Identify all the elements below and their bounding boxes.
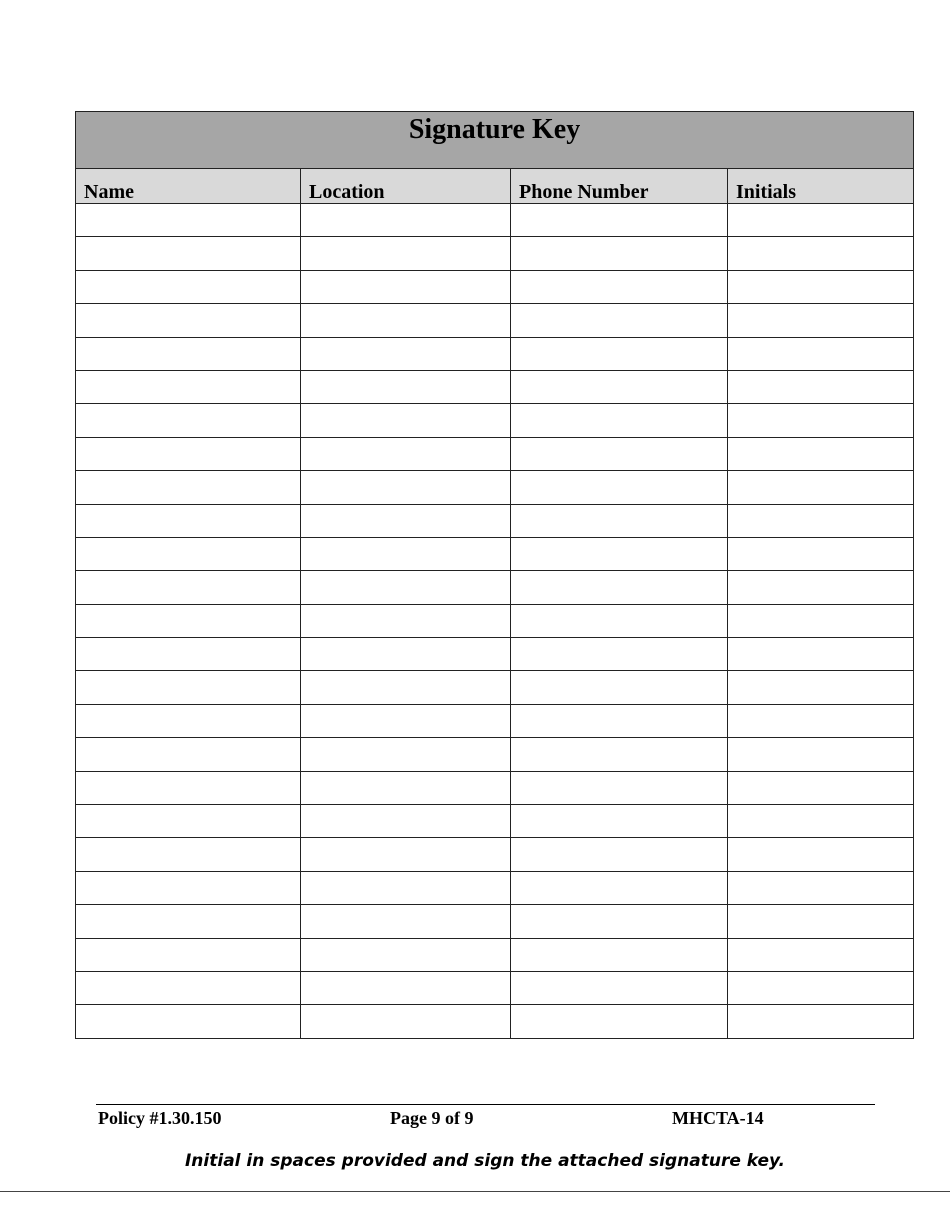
name-entry-cell[interactable]	[76, 704, 301, 737]
phone-number-entry-cell[interactable]	[511, 537, 728, 570]
table-row	[76, 204, 914, 237]
name-entry-cell[interactable]	[76, 638, 301, 671]
name-entry-cell[interactable]	[76, 571, 301, 604]
name-entry-cell[interactable]	[76, 204, 301, 237]
initials-entry-cell[interactable]	[728, 304, 914, 337]
phone-number-entry-cell[interactable]	[511, 771, 728, 804]
phone-number-entry-cell[interactable]	[511, 1005, 728, 1038]
location-entry-cell[interactable]	[301, 604, 511, 637]
location-entry-cell[interactable]	[301, 337, 511, 370]
initials-entry-cell[interactable]	[728, 471, 914, 504]
phone-number-entry-cell[interactable]	[511, 838, 728, 871]
initials-entry-cell[interactable]	[728, 437, 914, 470]
name-entry-cell[interactable]	[76, 838, 301, 871]
phone-number-entry-cell[interactable]	[511, 471, 728, 504]
table-title: Signature Key	[76, 112, 914, 169]
location-entry-cell[interactable]	[301, 771, 511, 804]
table-row	[76, 771, 914, 804]
table-row	[76, 437, 914, 470]
name-entry-cell[interactable]	[76, 671, 301, 704]
initials-entry-cell[interactable]	[728, 638, 914, 671]
table-row	[76, 471, 914, 504]
name-entry-cell[interactable]	[76, 537, 301, 570]
phone-number-entry-cell[interactable]	[511, 604, 728, 637]
location-entry-cell[interactable]	[301, 805, 511, 838]
initials-entry-cell[interactable]	[728, 270, 914, 303]
initials-entry-cell[interactable]	[728, 571, 914, 604]
initials-entry-cell[interactable]	[728, 704, 914, 737]
phone-number-entry-cell[interactable]	[511, 671, 728, 704]
location-entry-cell[interactable]	[301, 370, 511, 403]
name-entry-cell[interactable]	[76, 971, 301, 1004]
phone-number-entry-cell[interactable]	[511, 971, 728, 1004]
column-header-name: Name	[76, 169, 301, 204]
phone-number-entry-cell[interactable]	[511, 738, 728, 771]
location-entry-cell[interactable]	[301, 671, 511, 704]
name-entry-cell[interactable]	[76, 905, 301, 938]
table-row	[76, 871, 914, 904]
initials-entry-cell[interactable]	[728, 537, 914, 570]
name-entry-cell[interactable]	[76, 437, 301, 470]
table-row	[76, 905, 914, 938]
location-entry-cell[interactable]	[301, 1005, 511, 1038]
table-row	[76, 1005, 914, 1038]
phone-number-entry-cell[interactable]	[511, 905, 728, 938]
table-row	[76, 337, 914, 370]
phone-number-entry-cell[interactable]	[511, 370, 728, 403]
phone-number-entry-cell[interactable]	[511, 270, 728, 303]
footer-divider	[96, 1104, 875, 1105]
table-row	[76, 838, 914, 871]
location-entry-cell[interactable]	[301, 704, 511, 737]
initials-entry-cell[interactable]	[728, 738, 914, 771]
table-row	[76, 638, 914, 671]
location-entry-cell[interactable]	[301, 471, 511, 504]
initials-entry-cell[interactable]	[728, 1005, 914, 1038]
table-row	[76, 971, 914, 1004]
initials-entry-cell[interactable]	[728, 905, 914, 938]
location-entry-cell[interactable]	[301, 504, 511, 537]
phone-number-entry-cell[interactable]	[511, 504, 728, 537]
initials-entry-cell[interactable]	[728, 871, 914, 904]
name-entry-cell[interactable]	[76, 938, 301, 971]
footer-instruction: Initial in spaces provided and sign the attached signature key.	[184, 1151, 786, 1171]
table-row	[76, 604, 914, 637]
name-entry-cell[interactable]	[76, 337, 301, 370]
initials-entry-cell[interactable]	[728, 805, 914, 838]
policy-number: Policy #1.30.150	[98, 1108, 222, 1128]
table-row	[76, 571, 914, 604]
location-entry-cell[interactable]	[301, 838, 511, 871]
initials-entry-cell[interactable]	[728, 838, 914, 871]
phone-number-entry-cell[interactable]	[511, 638, 728, 671]
location-entry-cell[interactable]	[301, 638, 511, 671]
name-entry-cell[interactable]	[76, 871, 301, 904]
signature-key-table	[75, 111, 914, 1039]
name-entry-cell[interactable]	[76, 471, 301, 504]
location-entry-cell[interactable]	[301, 571, 511, 604]
location-entry-cell[interactable]	[301, 871, 511, 904]
signature-rows	[76, 204, 914, 1039]
table-row	[76, 537, 914, 570]
name-entry-cell[interactable]	[76, 805, 301, 838]
phone-number-entry-cell[interactable]	[511, 571, 728, 604]
location-entry-cell[interactable]	[301, 237, 511, 270]
initials-entry-cell[interactable]	[728, 404, 914, 437]
name-entry-cell[interactable]	[76, 738, 301, 771]
table-row	[76, 704, 914, 737]
table-row	[76, 805, 914, 838]
name-entry-cell[interactable]	[76, 270, 301, 303]
initials-entry-cell[interactable]	[728, 938, 914, 971]
location-entry-cell[interactable]	[301, 304, 511, 337]
location-entry-cell[interactable]	[301, 938, 511, 971]
name-entry-cell[interactable]	[76, 237, 301, 270]
initials-entry-cell[interactable]	[728, 204, 914, 237]
phone-number-entry-cell[interactable]	[511, 938, 728, 971]
initials-entry-cell[interactable]	[728, 971, 914, 1004]
column-header-phone-number: Phone Number	[511, 169, 728, 204]
page-bottom-edge	[0, 1191, 950, 1192]
table-row	[76, 938, 914, 971]
column-header-initials: Initials	[728, 169, 914, 204]
location-entry-cell[interactable]	[301, 204, 511, 237]
location-entry-cell[interactable]	[301, 404, 511, 437]
initials-entry-cell[interactable]	[728, 370, 914, 403]
initials-entry-cell[interactable]	[728, 604, 914, 637]
table-row	[76, 404, 914, 437]
phone-number-entry-cell[interactable]	[511, 805, 728, 838]
location-entry-cell[interactable]	[301, 905, 511, 938]
phone-number-entry-cell[interactable]	[511, 404, 728, 437]
table-row	[76, 304, 914, 337]
name-entry-cell[interactable]	[76, 771, 301, 804]
phone-number-entry-cell[interactable]	[511, 337, 728, 370]
phone-number-entry-cell[interactable]	[511, 204, 728, 237]
phone-number-entry-cell[interactable]	[511, 704, 728, 737]
page-number: Page 9 of 9	[390, 1108, 474, 1128]
location-entry-cell[interactable]	[301, 971, 511, 1004]
table-row	[76, 671, 914, 704]
name-entry-cell[interactable]	[76, 304, 301, 337]
table-row	[76, 738, 914, 771]
initials-entry-cell[interactable]	[728, 337, 914, 370]
table-row	[76, 237, 914, 270]
table-row	[76, 270, 914, 303]
location-entry-cell[interactable]	[301, 738, 511, 771]
initials-entry-cell[interactable]	[728, 771, 914, 804]
table-row	[76, 504, 914, 537]
table-row	[76, 370, 914, 403]
phone-number-entry-cell[interactable]	[511, 237, 728, 270]
initials-entry-cell[interactable]	[728, 237, 914, 270]
name-entry-cell[interactable]	[76, 604, 301, 637]
location-entry-cell[interactable]	[301, 437, 511, 470]
location-entry-cell[interactable]	[301, 270, 511, 303]
phone-number-entry-cell[interactable]	[511, 304, 728, 337]
initials-entry-cell[interactable]	[728, 671, 914, 704]
name-entry-cell[interactable]	[76, 504, 301, 537]
name-entry-cell[interactable]	[76, 404, 301, 437]
initials-entry-cell[interactable]	[728, 504, 914, 537]
name-entry-cell[interactable]	[76, 1005, 301, 1038]
phone-number-entry-cell[interactable]	[511, 871, 728, 904]
column-header-location: Location	[301, 169, 511, 204]
form-code: MHCTA-14	[672, 1108, 764, 1128]
name-entry-cell[interactable]	[76, 370, 301, 403]
phone-number-entry-cell[interactable]	[511, 437, 728, 470]
location-entry-cell[interactable]	[301, 537, 511, 570]
